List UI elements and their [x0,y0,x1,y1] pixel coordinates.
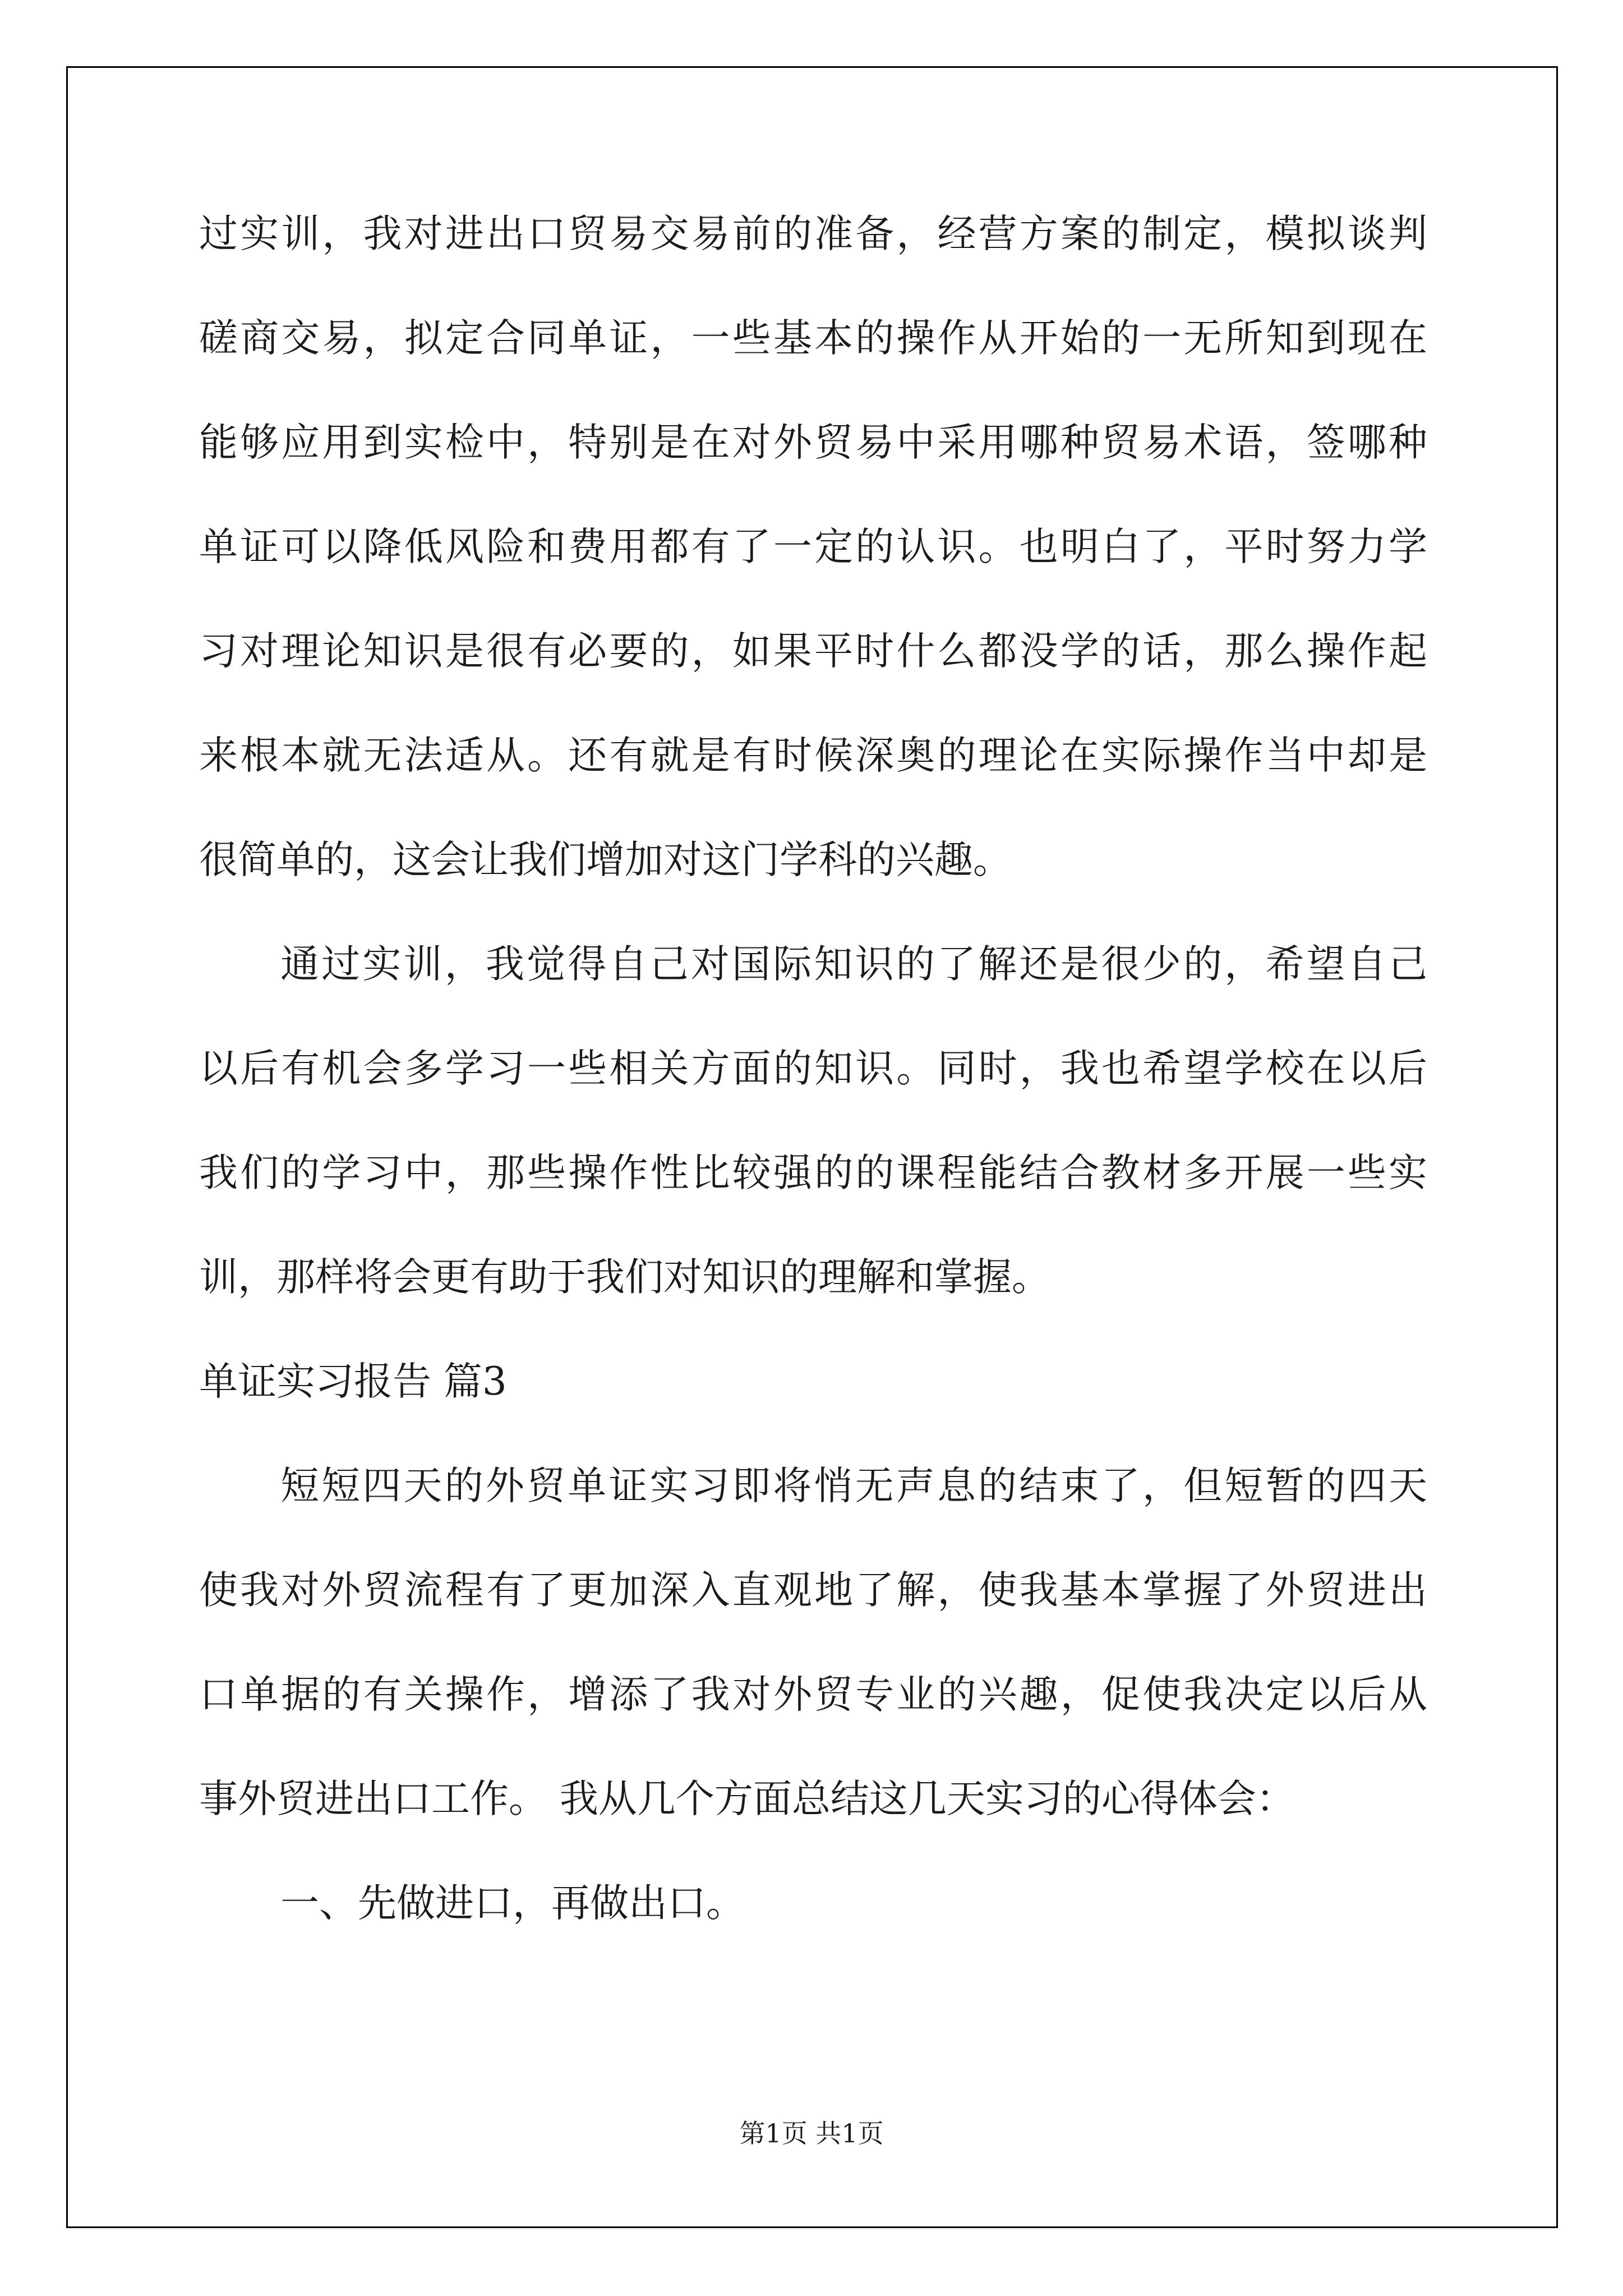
list-item-heading: 一、先做进口，再做出口。 [280,1881,745,1926]
paragraph-first-line: 通过实训，我觉得自己对国际知识的了解还是很少的，希望自己 [280,942,1427,987]
body-line: 事外贸进出口工作。 我从几个方面总结这几天实习的心得体会： [199,1777,1295,1821]
body-line: 习对理论知识是很有必要的，如果平时什么都没学的话，那么操作起 [199,629,1427,674]
section-heading: 单证实习报告 篇3 [199,1359,507,1404]
body-line: 很简单的，这会让我们增加对这门学科的兴趣。 [199,838,1012,882]
body-line: 磋商交易，拟定合同单证，一些基本的操作从开始的一无所知到现在 [199,316,1427,361]
body-line: 以后有机会多学习一些相关方面的知识。同时，我也希望学校在以后 [199,1046,1427,1091]
body-line: 能够应用到实检中，特别是在对外贸易中采用哪种贸易术语，签哪种 [199,420,1427,465]
body-line: 过实训，我对进出口贸易交易前的准备，经营方案的制定，模拟谈判 [199,211,1427,256]
body-line: 口单据的有关操作，增添了我对外贸专业的兴趣，促使我决定以后从 [199,1672,1427,1717]
body-line: 我们的学习中，那些操作性比较强的的课程能结合教材多开展一些实 [199,1151,1427,1195]
body-line: 训，那样将会更有助于我们对知识的理解和掌握。 [199,1255,1050,1300]
body-line: 使我对外贸流程有了更加深入直观地了解，使我基本掌握了外贸进出 [199,1568,1427,1613]
body-line: 来根本就无法适从。还有就是有时候深奥的理论在实际操作当中却是 [199,733,1427,778]
paragraph-first-line: 短短四天的外贸单证实习即将悄无声息的结束了，但短暂的四天 [280,1464,1427,1508]
page-footer: 第1页 共1页 [739,2118,884,2148]
body-line: 单证可以降低风险和费用都有了一定的认识。也明白了，平时努力学 [199,524,1427,569]
